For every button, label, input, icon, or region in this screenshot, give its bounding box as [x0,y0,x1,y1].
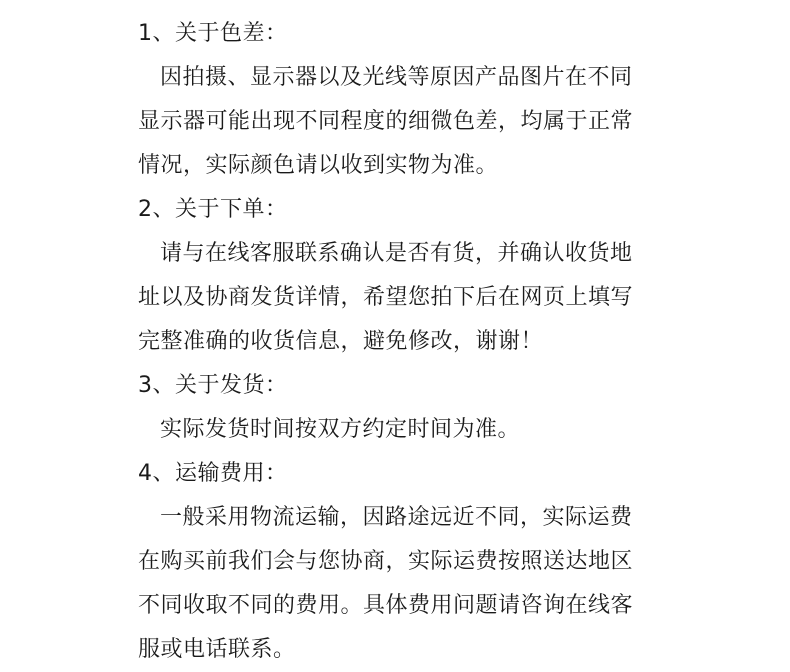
section-text-line: 一般采用物流运输，因路途远近不同，实际运费 [160,505,633,530]
section-title: 4、运输费用： [138,461,288,486]
notice-document [138,12,678,672]
section-text-line: 服或电话联系。 [138,637,296,662]
section-text-line: 因拍摄、显示器以及光线等原因产品图片在不同 [160,65,633,90]
section-shipping [138,364,678,452]
section-text-line: 显示器可能出现不同程度的细微色差，均属于正常 [138,109,634,134]
section-transport-fees [138,452,678,672]
section-ordering [138,188,678,364]
section-text-line: 址以及协商发货详情，希望您拍下后在网页上填写 [138,285,634,310]
section-text-line: 在购买前我们会与您协商，实际运费按照送达地区 [138,549,634,574]
section-color-difference [138,12,678,188]
section-title: 1、关于色差： [138,21,288,46]
section-text-line: 不同收取不同的费用。具体费用问题请咨询在线客 [138,593,634,618]
section-text-line: 完整准确的收货信息，避免修改，谢谢！ [138,329,544,354]
section-text-line: 情况，实际颜色请以收到实物为准。 [138,153,499,178]
section-title: 2、关于下单： [138,197,288,222]
section-text-line: 请与在线客服联系确认是否有货，并确认收货地 [160,241,633,266]
section-text-line: 实际发货时间按双方约定时间为准。 [160,417,521,442]
section-title: 3、关于发货： [138,373,288,398]
